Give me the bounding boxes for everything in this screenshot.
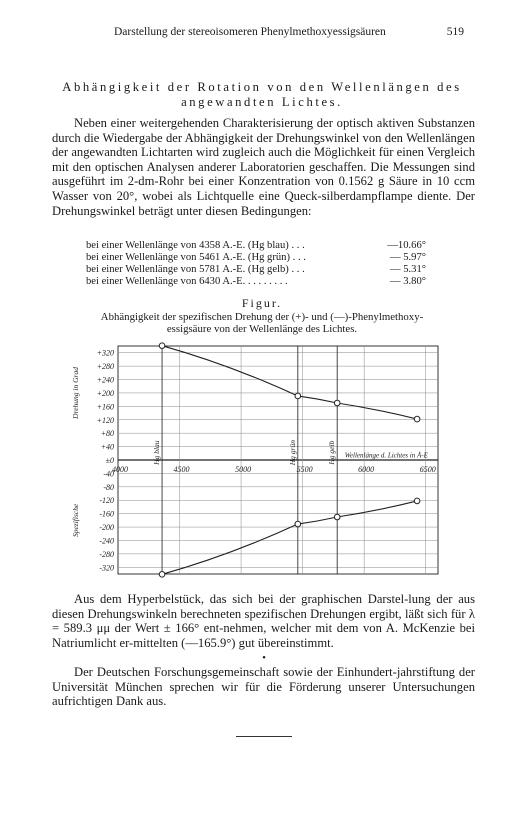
x-tick-label: 6500 xyxy=(419,465,436,474)
data-point xyxy=(414,416,420,422)
paragraph-hyperbola xyxy=(52,592,475,650)
data-point xyxy=(295,521,301,527)
y-tick-label: -200 xyxy=(99,523,114,533)
hg-line-label: Hg gelb xyxy=(327,440,337,465)
measurement-label: bei einer Wellenlänge von 5781 A.-E. (Hg gelb) . . . xyxy=(86,264,305,275)
y-axis-label: Drehung in Grad xyxy=(71,367,80,419)
measurement-value: —10.66° xyxy=(387,240,426,251)
y-tick-label: -120 xyxy=(99,496,114,506)
running-header xyxy=(64,26,464,42)
x-axis-label: Wellenlänge d. Lichtes in Å-E xyxy=(344,451,428,460)
figure-caption xyxy=(52,311,472,336)
paragraph-acknowledgement xyxy=(52,665,475,709)
running-title: Darstellung der stereoisomeren Phenylmethoxyessigsäuren xyxy=(114,26,386,38)
paragraph-intro-text: Neben einer weitergehenden Charakterisierung der optisch aktiven Substanzen durch die Wiedergabe der Abhängigkeit der Drehungswinkel von den Wellenlängen der angewandten Lichtarten wird zugleich auch die Möglichkeit für einen Vergleich mit den optischen Analysen anderer Laboratorien geschaffen. Die Messungen sind ausgeführt im 2-dm-Rohr bei einer Konzentration von 0.1562 g Säure in 10 ccm Wasser von 20°, wobei als Lichtquelle eine Queck-silberdampflampe diente. Der Drehungswinkel beträgt unter diesen Bedingungen: xyxy=(52,116,475,218)
x-tick-label: 5000 xyxy=(235,465,252,474)
measurement-value: — 5.97° xyxy=(389,252,426,263)
y-tick-label: -320 xyxy=(99,563,114,573)
measurement-row xyxy=(86,240,426,252)
y-tick-label: -160 xyxy=(99,509,114,519)
measurement-value: — 3.80° xyxy=(389,276,426,287)
paragraph-acknowledgement-text: Der Deutschen Forschungsgemeinschaft sowie der Einhundert-jahrstiftung der Universität München sprechen wir für die Förderung unserer Untersuchungen aufrichtigen Dank aus. xyxy=(52,665,475,709)
y-tick-label: +80 xyxy=(100,429,114,439)
paragraph-hyperbola-text: Aus dem Hyperbelstück, das sich bei der graphischen Darstel-lung der aus diesen Drehungswinkeln berechneten spezifischen Drehungen ergibt, läßt sich für λ = 589.3 μμ der Wert ± 166° ent-nehmen, welcher mit dem von A. McKenzie bei Natriumlicht er-mittelten (—165.9°) gut übereinstimmt. xyxy=(52,592,475,650)
y-tick-label: ±0 xyxy=(105,456,114,465)
y-tick-label: +40 xyxy=(100,442,114,452)
measurement-label: bei einer Wellenlänge von 6430 A.-E. . . . . . . . . xyxy=(86,276,288,287)
y-tick-label: +160 xyxy=(96,402,114,412)
x-tick-label: 4000 xyxy=(112,465,128,474)
y-tick-label: -80 xyxy=(103,482,114,492)
measurement-list xyxy=(86,240,426,288)
y-tick-label: -280 xyxy=(99,549,114,559)
y-tick-label: -40 xyxy=(103,469,114,479)
paragraph-intro xyxy=(52,116,475,218)
y-tick-label: +280 xyxy=(96,362,114,372)
page-number: 519 xyxy=(446,26,464,38)
data-point xyxy=(159,572,165,578)
data-point xyxy=(295,393,301,399)
data-series-curve xyxy=(162,501,417,574)
y-tick-label: +200 xyxy=(96,388,114,398)
hg-line-label: Hg grün xyxy=(287,440,297,466)
data-series-curve xyxy=(162,346,417,419)
measurement-value: — 5.31° xyxy=(389,264,426,275)
measurement-label: bei einer Wellenlänge von 5461 A.-E. (Hg grün) . . . xyxy=(86,252,306,263)
separator-mark: • xyxy=(262,652,266,664)
x-tick-label: 5500 xyxy=(296,465,313,474)
x-tick-label: 4500 xyxy=(173,465,190,474)
y-tick-label: +320 xyxy=(96,348,114,358)
y-tick-label: +240 xyxy=(96,375,114,385)
measurement-row xyxy=(86,276,426,288)
data-point xyxy=(334,514,340,520)
y-tick-label: -240 xyxy=(99,536,114,546)
data-point xyxy=(159,343,165,349)
y-tick-label: +120 xyxy=(96,415,114,425)
x-tick-label: 6000 xyxy=(358,465,375,474)
figure-caption-line: Abhängigkeit der spezifischen Drehung der (+)- und (—)-Phenylmethoxy- xyxy=(100,311,424,323)
y-axis-label: Spezifische xyxy=(71,503,80,538)
rotation-chart xyxy=(52,338,472,586)
data-point xyxy=(334,400,340,406)
closing-rule xyxy=(236,736,292,737)
section-heading: Abhängigkeit der Rotation von den Wellenlängen des angewandten Lichtes. xyxy=(62,80,462,109)
measurement-label: bei einer Wellenlänge von 4358 A.-E. (Hg blau) . . . xyxy=(86,240,305,251)
measurement-row xyxy=(86,264,426,276)
figure-title: Figur. xyxy=(241,296,283,310)
hg-line-label: Hg blau xyxy=(152,440,162,465)
data-point xyxy=(414,498,420,504)
measurement-row xyxy=(86,252,426,264)
figure-caption-line: essigsäure von der Wellenlänge des Lichtes. xyxy=(166,323,358,336)
